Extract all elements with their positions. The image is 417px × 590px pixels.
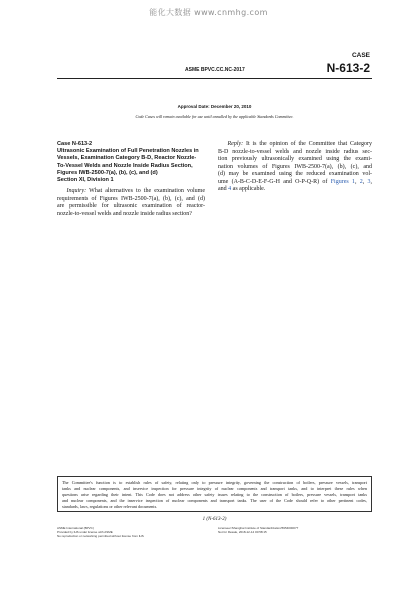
committee-notice-box: [57, 476, 372, 512]
line-text: ume (A-B-C-D-E-F-G-H and O-P-Q-R) of: [218, 178, 328, 185]
figure-2-link[interactable]: 2: [359, 178, 363, 185]
title-line: Vessels, Examination Category B-D, Reactor Nozzle-: [57, 155, 197, 162]
punctuation-comma: ,: [370, 178, 373, 185]
notice-line: and nuclear components, and the inservice inspection of nuclear components and transport tanks. The user of the Code should refer to other pertinent codes,: [62, 498, 367, 503]
reply-label: Reply:: [227, 141, 244, 147]
paragraph-line: requirements of Figures IWB-2500-7(a), (b), (c), and (d): [57, 195, 205, 202]
header-rule: [57, 78, 372, 79]
approval-note: Code Cases will remain available for use until annulled by the applicable Standards Committee.: [135, 114, 294, 119]
title-line: Figures IWB-2500-7(a), (b), (c), and (d): [57, 169, 158, 176]
inquiry-label: Inquiry:: [66, 188, 87, 194]
case-label: CASE: [351, 52, 370, 59]
title-line: To-Vessel Welds and Nozzle Inside Radius Section,: [57, 162, 193, 169]
punctuation-comma: ,: [354, 178, 357, 185]
footer-license-info: [57, 527, 144, 538]
line-text: What alternatives to the examination volume: [89, 188, 205, 194]
figure-1-link[interactable]: Figures 1: [330, 178, 355, 185]
paragraph-line: nation volumes of Figures IWB-2500-7(a), (b), (c), and: [218, 163, 372, 170]
paragraph-line: [57, 188, 205, 196]
paragraph-line: B-D nozzle-to-vessel welds and nozzle inside radius sec-: [218, 148, 372, 155]
paragraph-line: are permissible for ultrasonic examination of reactor-: [57, 203, 205, 210]
case-title-block: [57, 141, 205, 184]
paragraph-line: nozzle-to-vessel welds and nozzle inside radius section?: [57, 210, 192, 217]
case-number: N-613-2: [326, 61, 370, 75]
notice-line: The Committee's function is to establish rules of safety, relating only to pressure integrity, governing the construction of boilers, pressure vessels, transport: [62, 480, 367, 485]
footer-line: Not for Resale, 2018-12-14 00:58:15: [218, 529, 267, 534]
footer-line: Provided by IHS under license with ASME: [57, 529, 113, 534]
notice-line: questions arise regarding their intent. This Code does not address other safety issues relating to the construction of boilers, pressure vessels, transport tanks: [62, 492, 367, 497]
figure-4-link[interactable]: 4: [228, 186, 232, 192]
paragraph-line: [218, 141, 372, 149]
page-number: 1 (N-613-2): [202, 517, 227, 522]
paragraph-line: [218, 186, 372, 194]
line-text: It is the opinion of the Committee that Category: [246, 141, 373, 147]
footer-line: Licensee=Shanghai Institute of Standardization/5954000077: [218, 526, 299, 530]
paragraph-line: [218, 179, 372, 187]
code-reference: ASME BPVC.CC.NC-2017: [185, 67, 245, 73]
footer-licensee-info: [218, 527, 298, 535]
footer-line: No reproduction or networking permitted without license from IHS: [57, 533, 144, 538]
punctuation-comma: ,: [362, 178, 365, 185]
footer-line: ASME International (BPVC): [57, 526, 94, 530]
title-line: Section XI, Division 1: [57, 177, 114, 184]
title-line: Case N-613-2: [57, 141, 93, 147]
figure-3-link[interactable]: 3: [367, 178, 371, 185]
paragraph-line: tion previously ultrasonically examined using the exami-: [218, 156, 372, 162]
notice-line: tanks and nuclear components, and inservice inspection for pressure integrity of nuclear components and transport tanks, and to interpret these rules when: [62, 486, 367, 491]
notice-line: standards, laws, regulations or other relevant documents.: [62, 504, 158, 509]
paragraph-line: (d) may be examined using the reduced examination vol-: [218, 171, 372, 177]
reply-paragraph: [218, 141, 372, 194]
inquiry-paragraph: [57, 188, 205, 218]
line-text: and: [218, 186, 227, 192]
watermark-text: 能化大数据 www.cnmhg.com: [149, 8, 268, 17]
title-line: Ultrasonic Examination of Full Penetration Nozzles in: [57, 148, 199, 155]
line-text: as applicable.: [232, 186, 266, 192]
approval-date: Approval Date: December 20, 2010: [177, 104, 252, 109]
